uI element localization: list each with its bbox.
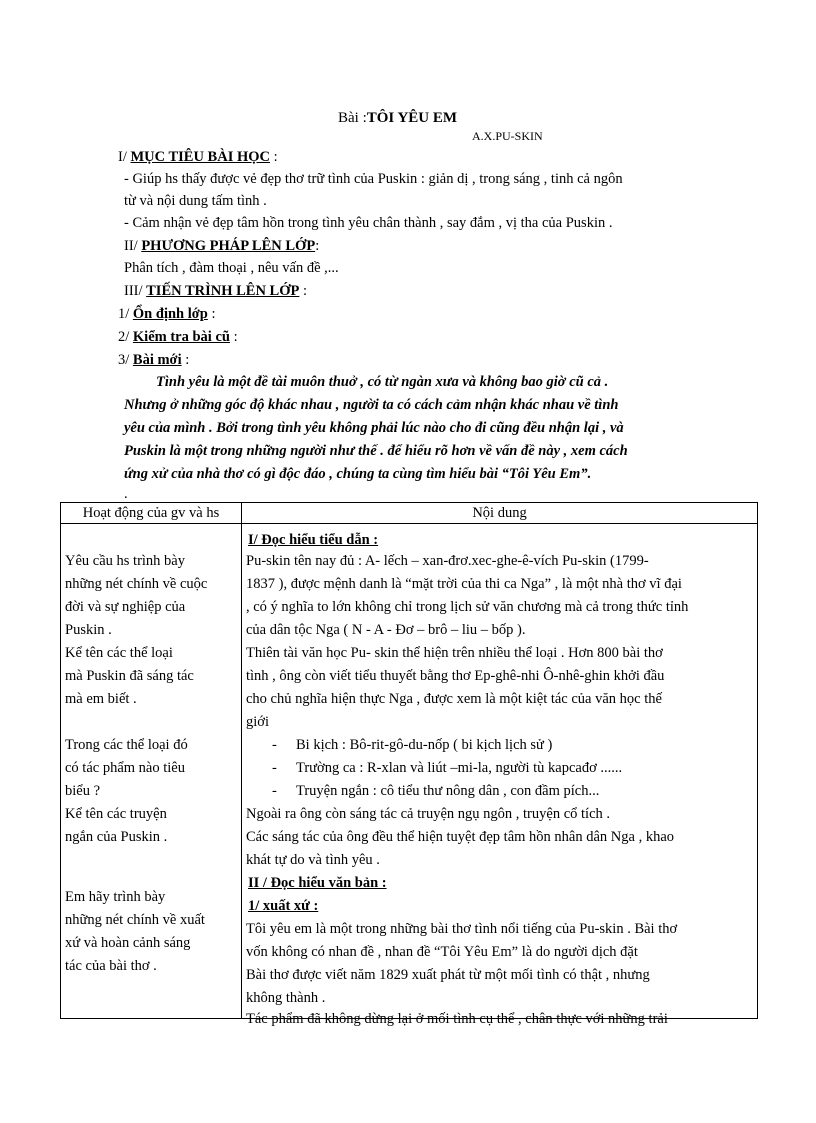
objective-line-3: - Cảm nhận vẻ đẹp tâm hồn trong tình yêu chân thành , say đắm , vị tha của Puskin .	[124, 215, 613, 231]
process-heading: III/ TIẾN TRÌNH LÊN LỚP :	[124, 283, 308, 299]
content-line: vốn không có nhan đề , nhan đề “Tôi Yêu Em” là do người dịch đặt	[246, 944, 638, 960]
bullet-mark: -	[272, 737, 277, 753]
intro-line-1: Tình yêu là một đề tài muôn thuở , có từ ngàn xưa và không bao giờ cũ cả .	[156, 374, 609, 390]
objective-line-2: từ và nội dung tấm tình .	[124, 193, 267, 209]
stray-dot: .	[124, 486, 128, 502]
table-row	[61, 524, 758, 1019]
activity-cell	[61, 524, 242, 1019]
content-line: Các sáng tác của ông đều thể hiện tuyệt đẹp tâm hồn nhân dân Nga , khao	[246, 829, 675, 845]
content-line: khát tự do và tình yêu .	[246, 852, 380, 868]
methods-heading: II/ PHƯƠNG PHÁP LÊN LỚP:	[124, 238, 320, 254]
content-line: Bài thơ được viết năm 1829 xuất phát từ một mối tình có thật , nhưng	[246, 967, 650, 983]
col1-header: Hoạt động của gv và hs	[61, 503, 242, 524]
author-name: A.X.PU-SKIN	[472, 129, 543, 143]
activity-line: mà Puskin đã sáng tác	[65, 668, 194, 684]
activity-line: có tác phẩm nào tiêu	[65, 760, 185, 776]
intro-line-4: Puskin là một trong những người như thế . để hiểu rõ hơn về vấn đề này , xem cách	[124, 443, 628, 459]
step-3: 3/ Bài mới :	[118, 352, 190, 368]
content-line: Thiên tài văn học Pu- skin thể hiện trên nhiều thể loại . Hơn 800 bài thơ	[246, 645, 663, 661]
content-line: Ngoài ra ông còn sáng tác cả truyện ngụ ngôn , truyện cổ tích .	[246, 806, 611, 822]
section-2-subheading: 1/ xuất xứ :	[248, 898, 319, 914]
activity-line: Kể tên các thể loại	[65, 645, 173, 661]
content-line: , có ý nghĩa to lớn không chỉ trong lịch sử văn chương mà cả trong thức tỉnh	[246, 599, 689, 615]
section-1-heading: I/ Đọc hiểu tiểu dẫn :	[248, 532, 379, 548]
bullet-item: Truyện ngắn : cô tiểu thư nông dân , con đầm pích...	[296, 783, 600, 799]
bullet-mark: -	[272, 760, 277, 776]
section-2-heading: II / Đọc hiểu văn bản :	[248, 875, 387, 891]
content-line: cho chủ nghĩa hiện thực Nga , được xem là một kiệt tác của văn học thế	[246, 691, 662, 707]
step-2: 2/ Kiểm tra bài cũ :	[118, 329, 238, 345]
step-1: 1/ Ổn định lớp :	[118, 306, 216, 322]
content-line: Tôi yêu em là một trong những bài thơ tình nổi tiếng của Pu-skin . Bài thơ	[246, 921, 678, 937]
bullet-item: Trường ca : R-xlan và liút –mi-la, người tù kapcađơ ......	[296, 760, 623, 776]
content-line: Tác phẩm đã không dừng lại ở mối tình cụ thể , chân thực với những trải	[246, 1011, 668, 1027]
intro-line-3: yêu của mình . Bởi trong tình yêu không phải lúc nào cho đi cũng đều nhận lại , và	[124, 420, 624, 436]
content-cell	[242, 524, 758, 1027]
activity-line: những nét chính về cuộc	[65, 576, 208, 592]
intro-line-5: ứng xử của nhà thơ có gì độc đáo , chúng ta cùng tìm hiểu bài “Tôi Yêu Em”.	[124, 466, 592, 482]
activity-line: tác của bài thơ .	[65, 958, 157, 974]
objectives-heading: I/ MỤC TIÊU BÀI HỌC :	[118, 149, 278, 165]
activity-line: biểu ?	[65, 783, 101, 799]
content-line: tình , ông còn viết tiểu thuyết bằng thơ Ep-ghê-nhi Ô-nhê-ghin khởi đầu	[246, 668, 665, 684]
bullet-item: Bi kịch : Bô-rit-gô-du-nốp ( bi kịch lịch sử )	[296, 737, 553, 753]
activity-line: đời và sự nghiệp của	[65, 599, 186, 615]
content-line: của dân tộc Nga ( N - A - Đơ – brô – liu – bốp ).	[246, 622, 526, 638]
activity-line: Puskin .	[65, 622, 112, 638]
methods-line: Phân tích , đàm thoại , nêu vấn đề ,...	[124, 260, 339, 276]
activity-line: ngắn của Puskin .	[65, 829, 168, 845]
col2-header: Nội dung	[242, 503, 758, 524]
content-line: Pu-skin tên nay đủ : A- lếch – xan-đrơ.xec-ghe-ê-vích Pu-skin (1799-	[246, 553, 649, 569]
table-header-row	[61, 503, 758, 524]
activity-line: Trong các thể loại đó	[65, 737, 188, 753]
activity-line: mà em biết .	[65, 691, 137, 707]
activity-line: xứ và hoàn cảnh sáng	[65, 935, 191, 951]
content-line: giới	[246, 714, 269, 730]
activity-line: những nét chính về xuất	[65, 912, 205, 928]
bullet-mark: -	[272, 783, 277, 799]
activity-line: Kể tên các truyện	[65, 806, 167, 822]
activity-line: Yêu cầu hs trình bày	[65, 553, 185, 569]
intro-line-2: Nhưng ở những góc độ khác nhau , người ta có cách cảm nhận khác nhau về tình	[124, 397, 619, 413]
content-line: không thành .	[246, 990, 326, 1006]
content-line: 1837 ), được mệnh danh là “mặt trời của thi ca Nga” , là một nhà thơ vĩ đại	[246, 576, 682, 592]
activity-line: Em hãy trình bày	[65, 889, 166, 905]
lesson-table	[60, 502, 758, 1027]
lesson-title: Bài :TÔI YÊU EM	[338, 110, 458, 126]
objective-line-1: - Giúp hs thấy được vẻ đẹp thơ trữ tình của Puskin : giản dị , trong sáng , tinh cả ngôn	[124, 171, 623, 187]
